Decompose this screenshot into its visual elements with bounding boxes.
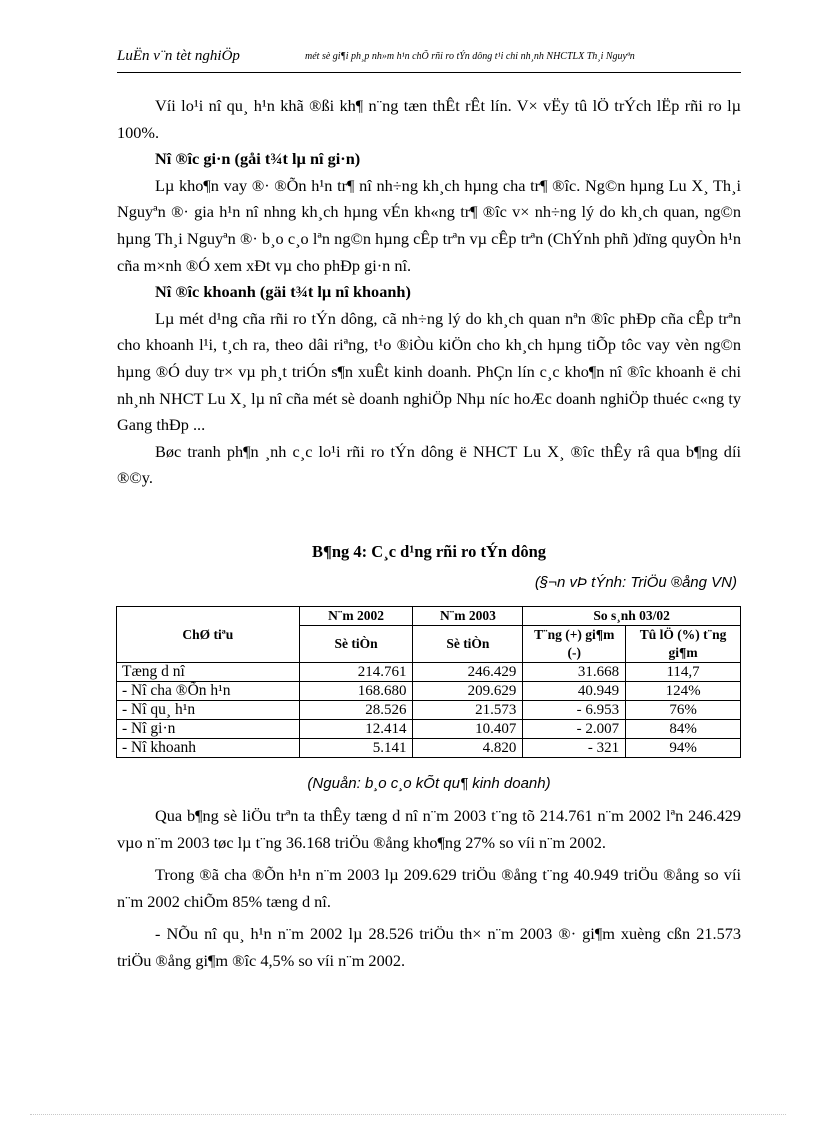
cell-2003: 246.429 bbox=[413, 663, 523, 682]
paragraph: - NÕu nî qu¸ h¹n n¨m 2002 lµ 28.526 triÖu th× n¨m 2003 ®· gi¶m xuèng cßn 21.573 triÖu ®ång gi¶m ®îc 4,5% so víi n¨m 2002. bbox=[117, 924, 741, 970]
paragraph: Víi lo¹i nî qu¸ h¹n khã ®ßi kh¶ n¨ng tæn thÊt rÊt lín. V× vËy tû lÖ trÝch lËp rñi ro lµ 100%. bbox=[117, 96, 741, 142]
cell-2003: 10.407 bbox=[413, 720, 523, 739]
cell-2002: 28.526 bbox=[299, 701, 413, 720]
table-row bbox=[117, 701, 741, 720]
cell-ratio: 114,7 bbox=[626, 663, 741, 682]
paragraph: Trong ®ã cha ®Õn h¹n n¨m 2003 lµ 209.629 triÖu ®ång t¨ng 40.949 triÖu ®ång so víi n¨m 2002 chiÕm 85% tæng d nî. bbox=[117, 865, 741, 911]
cell-2003: 209.629 bbox=[413, 682, 523, 701]
cell-change: 31.668 bbox=[523, 663, 626, 682]
table-row bbox=[117, 720, 741, 739]
col-header-amount2: Sè tiÒn bbox=[413, 626, 523, 663]
table-source: (Nguån: b¸o c¸o kÕt qu¶ kinh doanh) bbox=[307, 775, 551, 792]
cell-ratio: 76% bbox=[626, 701, 741, 720]
col-header-change: T¨ng (+) gi¶m (-) bbox=[523, 626, 626, 663]
cell-ratio: 94% bbox=[626, 739, 741, 758]
risk-table bbox=[116, 606, 741, 758]
paragraph: Lµ kho¶n vay ®· ®Õn h¹n tr¶ nî nh÷ng kh¸ch hµng cha tr¶ ®îc. Ng©n hµng Lu X¸ Th¸i Nguyªn ®· gia h¹n nî nhng kh¸ch hµng vÉn kh«ng tr¶ ®îc v× nh÷ng lý do kh¸ch quan, ng©n hµng Th¸i Nguyªn ®· b¸o c¸o lªn ng©n hµng cÊp trªn vµ cÊp trªn (ChÝnh phñ )dïng quyÒn h¹n cña m×nh ®Ó xem xÐt vµ cho phÐp gi·n nî. bbox=[117, 175, 741, 275]
cell-change: - 2.007 bbox=[523, 720, 626, 739]
table-title: B¶ng 4: C¸c d¹ng rñi ro tÝn dông bbox=[311, 542, 547, 561]
cell-2002: 168.680 bbox=[299, 682, 413, 701]
header-right: mét sè gi¶i ph¸p nh»m h¹n chÕ rñi ro tÝn dông t¹i chi nh¸nh NHCTLX Th¸i Nguyªn bbox=[305, 51, 635, 62]
cell-ratio: 124% bbox=[626, 682, 741, 701]
table-row bbox=[117, 739, 741, 758]
cell-change: - 321 bbox=[523, 739, 626, 758]
col-header-year1: N¨m 2002 bbox=[299, 607, 413, 626]
cell-change: - 6.953 bbox=[523, 701, 626, 720]
header-divider bbox=[117, 72, 741, 73]
cell-2003: 21.573 bbox=[413, 701, 523, 720]
row-label: Tæng d nî bbox=[117, 663, 300, 682]
cell-ratio: 84% bbox=[626, 720, 741, 739]
col-header-year2: N¨m 2003 bbox=[413, 607, 523, 626]
col-header-ratio: Tû lÖ (%) t¨ng gi¶m bbox=[626, 626, 741, 663]
cell-change: 40.949 bbox=[523, 682, 626, 701]
cell-2002: 5.141 bbox=[299, 739, 413, 758]
cell-2003: 4.820 bbox=[413, 739, 523, 758]
col-header-label: ChØ tiªu bbox=[117, 607, 300, 663]
col-header-compare: So s¸nh 03/02 bbox=[523, 607, 741, 626]
col-header-amount1: Sè tiÒn bbox=[299, 626, 413, 663]
table-row bbox=[117, 682, 741, 701]
paragraph: Lµ mét d¹ng cña rñi ro tÝn dông, cã nh÷ng lý do kh¸ch quan nªn ®îc phÐp cña cÊp trªn cho khoanh l¹i, t¸ch ra, theo dâi riªng, t¹o ®iÒu kiÖn cho kh¸ch hµng tiÕp tôc vay vèn ng©n hµng ®Ó duy tr× vµ ph¸t triÓn s¶n xuÊt kinh doanh. PhÇn lín c¸c kho¶n nî ®îc khoanh ë chi nh¸nh NHCT Lu X¸ lµ nî cña mét sè doanh nghiÖp Nhµ níc hoÆc doanh nghiÖp thuéc c«ng ty Gang thÐp ... bbox=[117, 308, 741, 435]
paragraph: Qua b¶ng sè liÖu trªn ta thÊy tæng d nî n¨m 2003 t¨ng tõ 214.761 n¨m 2002 lªn 246.429 vµo n¨m 2003 tøc lµ t¨ng 36.168 triÖu ®ång kho¶ng 27% so víi n¨m 2002. bbox=[117, 806, 741, 852]
cell-2002: 12.414 bbox=[299, 720, 413, 739]
row-label: - Nî khoanh bbox=[117, 739, 300, 758]
section-heading: Nî ®îc khoanh (gäi t¾t lµ nî khoanh) bbox=[155, 282, 411, 302]
paragraph: Bøc tranh ph¶n ¸nh c¸c lo¹i rñi ro tÝn dông ë NHCT Lu X¸ ®îc thÊy râ qua b¶ng díi ®©y. bbox=[117, 441, 741, 488]
section-heading: Nî ®îc gi·n (gåi t¾t lµ nî gi·n) bbox=[155, 149, 361, 169]
table-row bbox=[117, 663, 741, 682]
row-label: - Nî qu¸ h¹n bbox=[117, 701, 300, 720]
row-label: - Nî gi·n bbox=[117, 720, 300, 739]
footer-divider bbox=[30, 1114, 786, 1115]
table-unit: (§¬n vÞ tÝnh: TriÖu ®ång VN) bbox=[534, 574, 737, 591]
cell-2002: 214.761 bbox=[299, 663, 413, 682]
header-left: LuËn v¨n tèt nghiÖp bbox=[117, 48, 240, 64]
row-label: - Nî cha ®Õn h¹n bbox=[117, 682, 300, 701]
body-text-bottom bbox=[117, 803, 741, 975]
body-text-top bbox=[117, 93, 741, 492]
table-header-row bbox=[117, 607, 741, 626]
